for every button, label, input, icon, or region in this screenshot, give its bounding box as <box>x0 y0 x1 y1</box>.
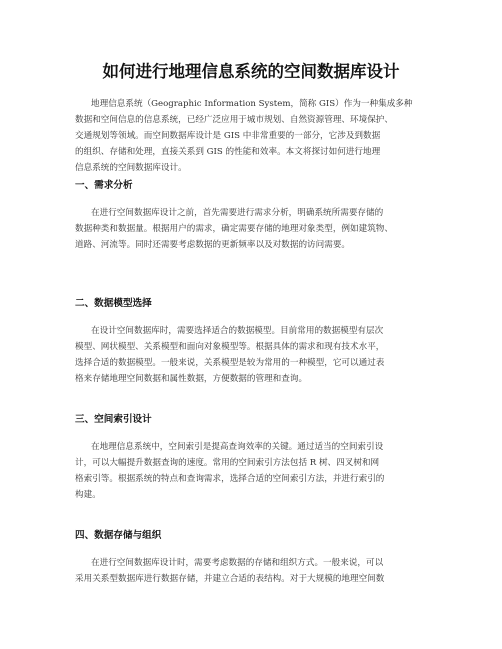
section-paragraph-data-model <box>75 324 435 388</box>
paragraph-line: 在地理信息系统中，空间索引是提高查询效率的关键。通过适当的空间索引设 <box>91 442 384 452</box>
section-paragraph-storage <box>75 556 435 588</box>
paragraph-line: 在进行空间数据库设计时，需要考虑数据的存储和组织方式。一般来说，可以 <box>91 558 384 568</box>
paragraph-line: 计，可以大幅提升数据查询的速度。常用的空间索引方法包括 R 树、四叉树和网 <box>75 457 380 468</box>
paragraph-line: 在设计空间数据库时，需要选择适合的数据模型。目前常用的数据模型有层次 <box>91 326 384 336</box>
paragraph-line: 信息系统的空间数据库设计。 <box>75 162 187 173</box>
document-title: 如何进行地理信息系统的空间数据库设计 <box>102 62 400 81</box>
section-heading-spatial-index: 三、空间索引设计 <box>75 414 152 425</box>
paragraph-line: 格来存储地理空间数据和属性数据，方便数据的管理和查询。 <box>75 373 308 384</box>
paragraph-line: 数据和空间信息的信息系统，已经广泛应用于城市规划、自然资源管理、环境保护、 <box>75 114 393 125</box>
paragraph-line: 选择合适的数据模型。一般来说，关系模型是较为常用的一种模型，它可以通过表 <box>75 357 385 368</box>
paragraph-line: 格索引等。根据系统的特点和查询需求，选择合适的空间索引方法，并进行索引的 <box>75 473 385 484</box>
section-heading-data-model: 二、数据模型选择 <box>75 298 152 309</box>
paragraph-line: 交通规划等领域。而空间数据库设计是 GIS 中非常重要的一部分，它涉及到数据 <box>75 130 381 141</box>
section-heading-storage: 四、数据存储与组织 <box>75 530 162 541</box>
paragraph-line: 模型、网状模型、关系模型和面向对象模型等。根据具体的需求和现有技术水平， <box>75 341 385 352</box>
paragraph-line: 构建。 <box>75 489 101 500</box>
intro-paragraph <box>75 97 435 177</box>
paragraph-line: 道路、河流等。同时还需要考虑数据的更新频率以及对数据的访问需要。 <box>75 239 351 250</box>
paragraph-line: 地理信息系统（Geographic Information System，简称 GIS）作为一种集成多种 <box>91 99 413 109</box>
section-heading-requirements: 一、需求分析 <box>75 180 133 191</box>
paragraph-line: 数据种类和数据量。根据用户的需求，确定需要存储的地理对象类型，例如建筑物、 <box>75 223 393 234</box>
paragraph-line: 采用关系型数据库进行数据存储，并建立合适的表结构。对于大规模的地理空间数 <box>75 573 385 584</box>
paragraph-line: 的组织、存储和处理，直接关系到 GIS 的性能和效率。本文将探讨如何进行地理 <box>75 146 381 157</box>
section-paragraph-spatial-index <box>75 440 435 504</box>
section-paragraph-requirements <box>75 206 435 254</box>
paragraph-line: 在进行空间数据库设计之前，首先需要进行需求分析，明确系统所需要存储的 <box>91 208 384 218</box>
